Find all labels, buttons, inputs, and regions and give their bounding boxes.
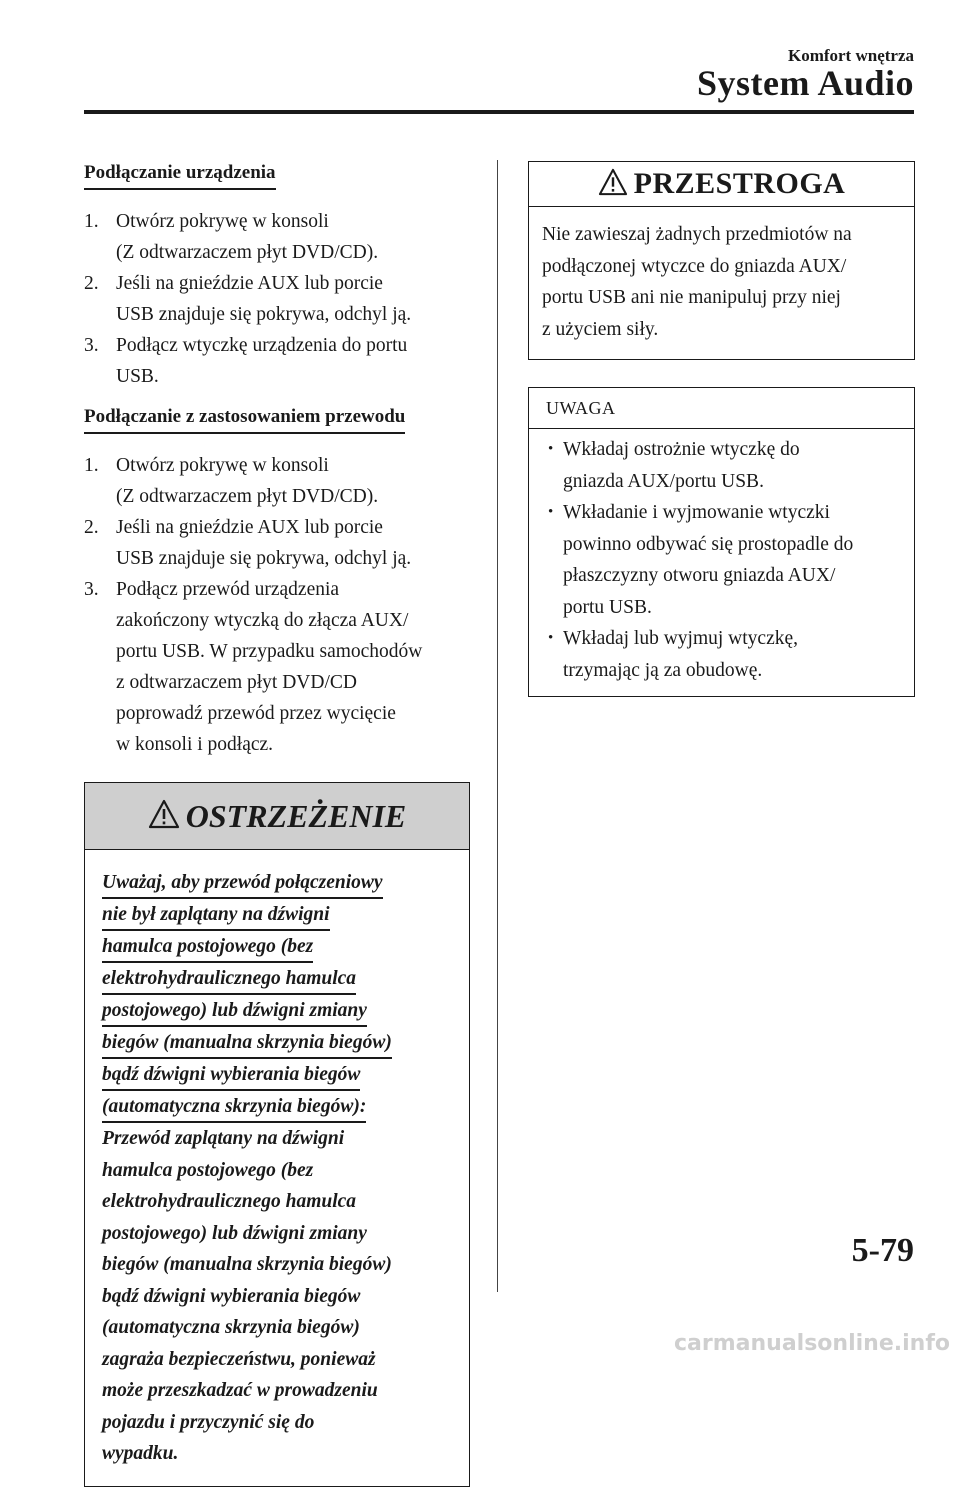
warning-title: OSTRZEŻENIE <box>185 797 407 834</box>
warning-line: bądź dźwigni wybierania biegów <box>102 1060 360 1091</box>
warning-triangle-icon <box>148 799 180 834</box>
step-item: 2. Jeśli na gnieździe AUX lub porcie USB znajduje się pokrywa, odchyl ją. <box>84 273 412 325</box>
note-item: • Wkładaj lub wyjmuj wtyczkę, trzymając ją za obudowę. <box>547 623 902 686</box>
steps-list-cable-connection <box>84 450 470 760</box>
page-number: 5-79 <box>851 1232 914 1269</box>
caution-line: z użyciem siły. <box>542 318 659 340</box>
warning-line: może przeszkadzać w prowadzeniu <box>102 1380 378 1401</box>
warning-triangle-icon <box>598 168 628 201</box>
step-item: 1. Otwórz pokrywę w konsoli (Z odtwarzaczem płyt DVD/CD). <box>84 455 379 507</box>
step-item: 1. Otwórz pokrywę w konsoli (Z odtwarzaczem płyt DVD/CD). <box>84 211 379 263</box>
header-divider <box>84 110 914 114</box>
warning-line: elektrohydraulicznego hamulca <box>102 1191 357 1212</box>
chapter-subtitle: Komfort wnętrza <box>787 46 914 65</box>
caution-line: podłączonej wtyczce do gniazda AUX/ <box>542 255 847 277</box>
warning-line: elektrohydraulicznego hamulca <box>102 964 356 995</box>
step-item: 3. Podłącz wtyczkę urządzenia do portu USB. <box>84 335 408 387</box>
note-body <box>529 429 914 696</box>
caution-title: PRZESTROGA <box>633 167 846 200</box>
note-item: • Wkładaj ostrożnie wtyczkę do gniazda AUX/portu USB. <box>547 434 902 497</box>
warning-line: biegów (manualna skrzynia biegów) <box>102 1028 392 1059</box>
warning-line: bądź dźwigni wybierania biegów <box>102 1285 361 1307</box>
warning-header <box>85 783 469 850</box>
warning-line: postojowego) lub dźwigni zmiany <box>102 996 367 1027</box>
warning-box <box>84 782 470 1487</box>
warning-line: (automatyczna skrzynia biegów) <box>102 1317 360 1338</box>
page-title: System Audio <box>696 63 914 103</box>
warning-line: hamulca postojowego (bez <box>102 932 313 963</box>
note-item: • Wkładanie i wyjmowanie wtyczki powinno odbywać się prostopadle do płaszczyzny otworu gniazda AUX/ portu USB. <box>547 497 902 623</box>
note-box <box>528 387 915 697</box>
warning-line: (automatyczna skrzynia biegów): <box>102 1092 366 1123</box>
bullet: • <box>548 504 554 520</box>
left-column <box>84 162 470 1487</box>
steps-list-device-connection <box>84 206 470 392</box>
step-item: 2. Jeśli na gnieździe AUX lub porcie USB znajduje się pokrywa, odchyl ją. <box>84 517 412 569</box>
warning-line: hamulca postojowego (bez <box>102 1159 314 1181</box>
bullet: • <box>548 441 554 457</box>
watermark: carmanualsonline.info <box>674 1331 950 1356</box>
section-heading-device-connection: Podłączanie urządzenia <box>84 162 276 190</box>
step-item: 3. Podłącz przewód urządzenia zakończony wtyczką do złącza AUX/ portu USB. W przypadku samochodów z odtwarzaczem płyt DVD/CD poprowadź przewód przez wycięcie w konsoli i podłącz. <box>84 579 423 755</box>
warning-line: postojowego) lub dźwigni zmiany <box>102 1222 367 1244</box>
warning-line: zagraża bezpieczeństwu, ponieważ <box>102 1348 376 1370</box>
caution-box <box>528 161 915 360</box>
caution-body <box>529 207 914 359</box>
caution-line: portu USB ani nie manipuluj przy niej <box>542 287 841 308</box>
warning-line: pojazdu i przyczynić się do <box>102 1411 315 1433</box>
caution-header <box>529 162 914 207</box>
section-heading-cable-connection: Podłączanie z zastosowaniem przewodu <box>84 406 405 434</box>
warning-line: wypadku. <box>102 1443 179 1464</box>
column-divider <box>497 160 498 1292</box>
warning-line: biegów (manualna skrzynia biegów) <box>102 1254 392 1275</box>
bullet: • <box>548 630 554 646</box>
right-column <box>528 161 915 697</box>
warning-line: nie był zaplątany na dźwigni <box>102 900 330 931</box>
warning-body <box>85 850 469 1486</box>
warning-line: Uważaj, aby przewód połączeniowy <box>102 868 383 899</box>
caution-line: Nie zawieszaj żadnych przedmiotów na <box>542 224 852 245</box>
warning-line: Przewód zaplątany na dźwigni <box>102 1128 345 1149</box>
note-title: UWAGA <box>529 388 914 429</box>
